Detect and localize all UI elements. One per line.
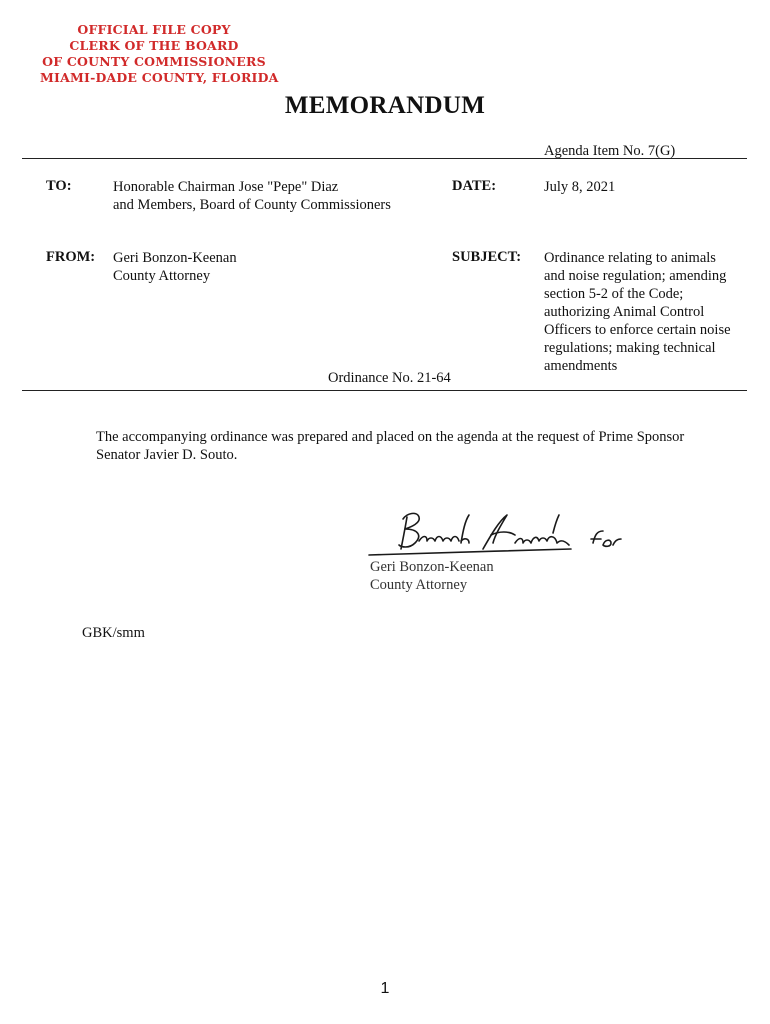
subject-line: Officers to enforce certain noise [544,322,731,338]
subject-label: SUBJECT: [452,249,522,265]
typist-initials: GBK/smm [82,625,145,641]
subject-line: section 5-2 of the Code; [544,286,684,302]
body-line: The accompanying ordinance was prepared and placed on the agenda at the request of Prime Sponsor [96,429,685,445]
subject-line: amendments [544,358,618,374]
from-sender [113,249,237,285]
memo-title: MEMORANDUM [284,92,486,119]
subject-line: regulations; making technical [544,340,716,356]
page-number: 1 [380,980,390,997]
ordinance-number: Ordinance No. 21-64 [328,370,451,386]
stamp-line: CLERK OF THE BOARD [69,38,239,53]
subject-line: and noise regulation; amending [544,268,727,284]
from-label: FROM: [46,249,96,265]
header-top-rule [22,158,747,159]
to-line: and Members, Board of County Commissioners [113,197,391,213]
handwritten-signature [365,505,625,565]
signer-name: Geri Bonzon-Keenan [370,559,494,575]
header-bottom-rule [22,390,747,391]
from-line: Geri Bonzon-Keenan [113,250,237,266]
date-label: DATE: [452,178,497,194]
to-line: Honorable Chairman Jose "Pepe" Diaz [113,179,339,195]
from-line: County Attorney [113,268,211,284]
subject-line: Ordinance relating to animals [544,250,716,266]
signature-block [370,558,494,594]
subject-line: authorizing Animal Control [544,304,705,320]
official-file-copy-stamp [40,22,279,86]
agenda-item-number: Agenda Item No. 7(G) [544,143,676,159]
stamp-line: OF COUNTY COMMISSIONERS [42,54,266,69]
body-line: Senator Javier D. Souto. [96,447,238,463]
to-label: TO: [46,178,72,194]
to-recipients [113,178,391,214]
stamp-line: OFFICIAL FILE COPY [77,22,231,37]
date-value: July 8, 2021 [544,179,616,195]
signer-title: County Attorney [370,577,468,593]
subject-text [544,249,731,375]
stamp-line: MIAMI-DADE COUNTY, FLORIDA [40,70,279,85]
memo-body [96,428,684,464]
